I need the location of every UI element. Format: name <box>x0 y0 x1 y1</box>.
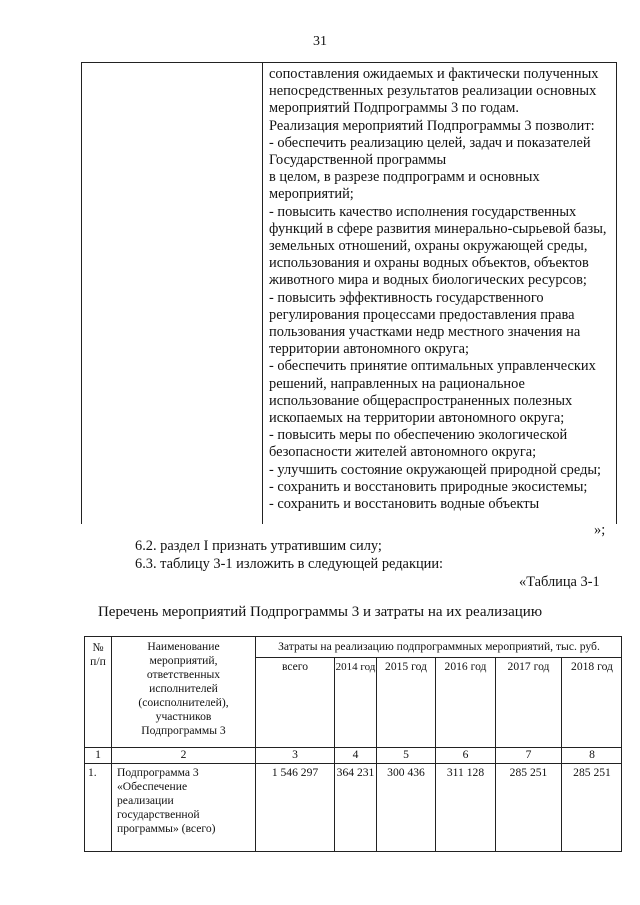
table-hline <box>255 657 621 658</box>
text-line: «Обеспечение <box>117 780 188 793</box>
text-line: мероприятий, <box>149 654 218 667</box>
header-year-2017: 2017 год <box>507 660 550 673</box>
numbering-cell: 3 <box>292 748 298 761</box>
row-value-2018: 285 251 <box>573 766 611 779</box>
text-line: участников <box>155 710 212 723</box>
header-year-2016: 2016 год <box>444 660 487 673</box>
text-line: государственной <box>117 808 200 821</box>
table-hline <box>85 763 621 764</box>
row-value-2014: 364 231 <box>336 766 375 779</box>
numbering-cell: 6 <box>462 748 469 761</box>
header-year-2018: 2018 год <box>571 660 613 673</box>
text-line: Реализация мероприятий Подпрограммы 3 позволит: <box>269 117 595 134</box>
header-number: № п/п <box>90 641 106 668</box>
row-name <box>117 766 254 836</box>
header-year-total: всего <box>281 660 309 673</box>
row-value-total: 1 546 297 <box>271 766 319 779</box>
text-line: (соисполнителей), <box>138 696 229 709</box>
row-value-2016: 311 128 <box>446 766 485 779</box>
text-line: регулирования процессами предоставления права <box>269 306 575 323</box>
text-line: функций в сфере развития минерально-сырьевой базы, <box>269 220 607 237</box>
text-line: ответственных <box>146 668 221 681</box>
text-line: использования и охраны водных объектов, объектов <box>269 255 589 272</box>
header-costs: Затраты на реализацию подпрограммных мероприятий, тыс. руб. <box>278 640 600 653</box>
text-line: решений, направленных на рациональное <box>269 375 525 392</box>
text-line: ископаемых на территории автономного округа; <box>269 410 565 427</box>
text-line: мероприятий Подпрограммы 3 по годам. <box>269 100 519 117</box>
continuation-left-cell <box>82 63 263 524</box>
text-line: территории автономного округа; <box>269 341 470 358</box>
header-year-2015: 2015 год <box>385 660 427 673</box>
text-line: - улучшить состояние окружающей природной среды; <box>269 461 602 478</box>
paragraph-6-3: 6.3. таблицу 3-1 изложить в следующей редакции: <box>135 556 444 572</box>
header-name <box>112 640 255 738</box>
continuation-text <box>269 66 614 513</box>
continuation-table <box>81 62 617 524</box>
text-line: пользования участками недр местного значения на <box>269 324 581 341</box>
table-label: «Таблица 3-1 <box>519 574 600 590</box>
text-line: - повысить меры по обеспечению экологической <box>269 427 568 444</box>
text-line: исполнителей <box>149 682 218 695</box>
text-line: непосредственных результатов реализации основных <box>269 83 597 100</box>
text-line: земельных отношений, охраны окружающей среды, <box>269 238 588 255</box>
paragraph-6-2: 6.2. раздел I признать утратившим силу; <box>135 538 382 554</box>
text-line: использование общераспространенных полезных <box>269 392 573 409</box>
text-line: Подпрограммы 3 <box>141 724 226 737</box>
text-line: сопоставления ожидаемых и фактически полученных <box>269 66 599 82</box>
text-line: Государственной программы <box>269 152 447 169</box>
text-line: - сохранить и восстановить водные объекты <box>269 496 540 513</box>
row-number: 1. <box>88 766 97 779</box>
numbering-cell: 8 <box>589 748 595 761</box>
costs-table <box>84 636 622 852</box>
text-line: Наименование <box>147 640 220 653</box>
text-line: - обеспечить реализацию целей, задач и показателей <box>269 134 591 151</box>
numbering-cell: 7 <box>525 748 532 761</box>
table-title: Перечень мероприятий Подпрограммы 3 и затраты на их реализацию <box>97 604 543 620</box>
numbering-cell: 5 <box>403 748 409 761</box>
row-value-2015: 300 436 <box>387 766 425 779</box>
text-line: безопасности жителей автономного округа; <box>269 444 537 461</box>
text-line: мероприятий; <box>269 186 354 203</box>
text-line: реализации <box>117 794 174 807</box>
row-value-2017: 285 251 <box>509 766 548 779</box>
text-line: в целом, в разрезе подпрограмм и основных <box>269 169 540 186</box>
text-line: - повысить эффективность государственного <box>269 289 544 306</box>
numbering-cell: 1 <box>95 748 101 761</box>
closing-quote: »; <box>594 522 606 538</box>
text-line: - повысить качество исполнения государственных <box>269 203 577 220</box>
text-line: - сохранить и восстановить природные экосистемы; <box>269 478 588 495</box>
numbering-cell: 2 <box>180 748 187 761</box>
header-year-2014: 2014 год <box>335 661 376 673</box>
text-line: животного мира и водных биологических ресурсов; <box>269 272 587 289</box>
text-line: программы» (всего) <box>117 822 216 835</box>
text-line: Подпрограмма 3 <box>117 766 199 779</box>
numbering-cell: 4 <box>352 748 359 761</box>
page-number: 31 <box>313 34 327 49</box>
text-line: - обеспечить принятие оптимальных управленческих <box>269 358 596 375</box>
